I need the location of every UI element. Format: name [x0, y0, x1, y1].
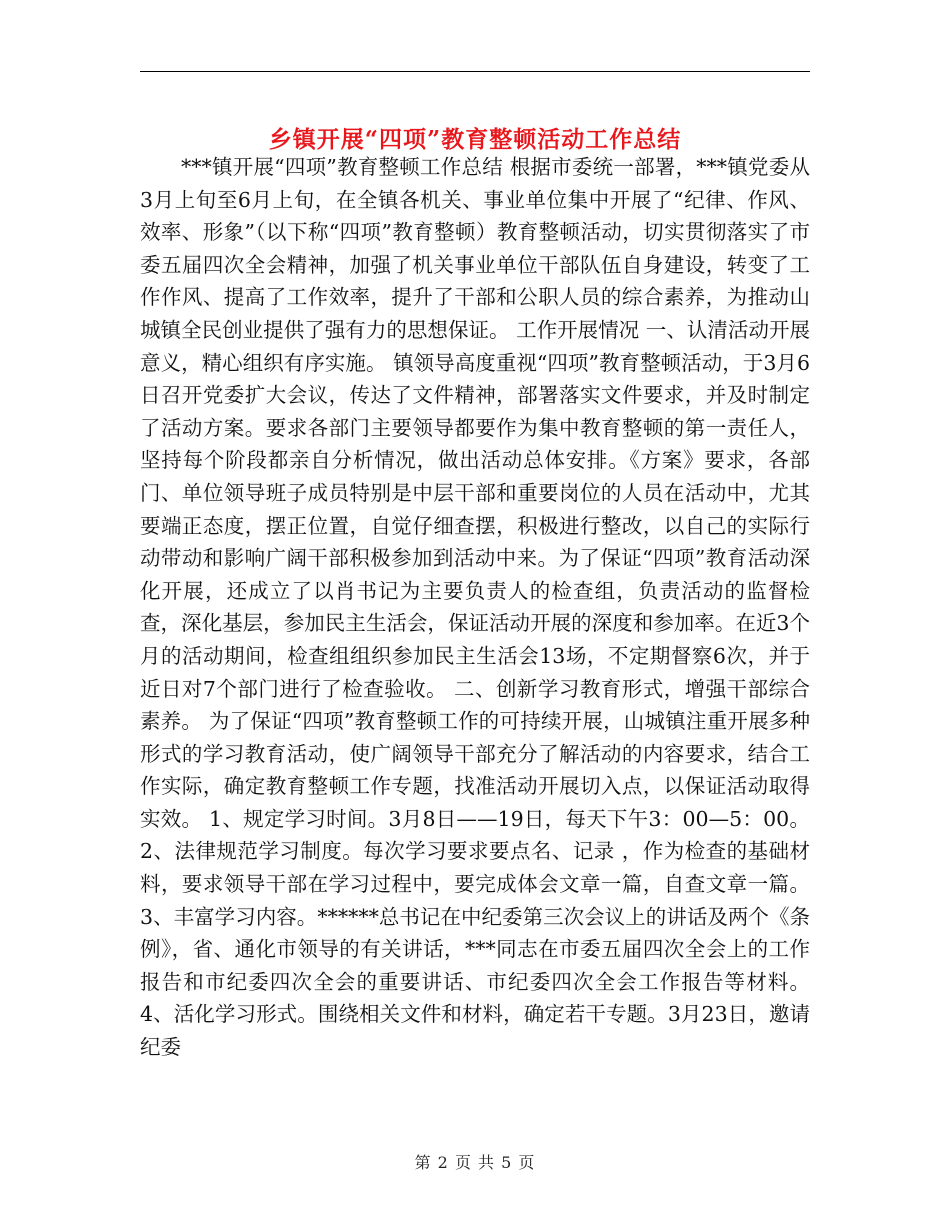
header-rule	[140, 71, 810, 72]
document-body: ***镇开展“四项”教育整顿工作总结 根据市委统一部署，***镇党委从3月上旬至6月上旬，在全镇各机关、事业单位集中开展了“纪律、作风、效率、形象”（以下称“四项”教育整顿）教育整顿活动，切实贯彻落实了市委五届四次全会精神，加强了机关事业单位干部队伍自身建设，转变了工作作风、提高了工作效率，提升了干部和公职人员的综合素养，为推动山城镇全民创业提供了强有力的思想保证。 工作开展情况 一、认清活动开展意义，精心组织有序实施。 镇领导高度重视“四项”教育整顿活动，于3月6日召开党委扩大会议，传达了文件精神，部署落实文件要求，并及时制定了活动方案。要求各部门主要领导都要作为集中教育整顿的第一责任人，坚持每个阶段都亲自分析情况，做出活动总体安排。《方案》要求，各部门、单位领导班子成员特别是中层干部和重要岗位的人员在活动中，尤其要端正态度，摆正位置，自觉仔细查摆，积极进行整改，以自己的实际行动带动和影响广阔干部积极参加到活动中来。为了保证“四项”教育活动深化开展，还成立了以肖书记为主要负责人的检查组，负责活动的监督检查，深化基层，参加民主生活会，保证活动开展的深度和参加率。在近3个月的活动期间，检查组组织参加民主生活会13场，不定期督察6次，并于近日对7个部门进行了检查验收。 二、创新学习教育形式，增强干部综合素养。 为了保证“四项”教育整顿工作的可持续开展，山城镇注重开展多种形式的学习教育活动，使广阔领导干部充分了解活动的内容要求，结合工作实际，确定教育整顿工作专题，找准活动开展切入点，以保证活动取得实效。 1、规定学习时间。3月8日——19日，每天下午3：00—5：00。 2、法律规范学习制度。每次学习要求要点名、记录 ，作为检查的基础材料，要求领导干部在学习过程中，要完成体会文章一篇，自查文章一篇。 3、丰富学习内容。******总书记在中纪委第三次会议上的讲话及两个《条例》，省、通化市领导的有关讲话，***同志在市委五届四次全会上的工作报告和市纪委四次全会的重要讲话、市纪委四次全会工作报告等材料。 4、活化学习形式。围绕相关文件和材料，确定若干专题。3月23日，邀请纪委	[140, 155, 810, 1060]
page-number: 第 2 页 共 5 页	[414, 1153, 536, 1172]
document-title: 乡镇开展“四项”教育整顿活动工作总结	[268, 126, 682, 154]
